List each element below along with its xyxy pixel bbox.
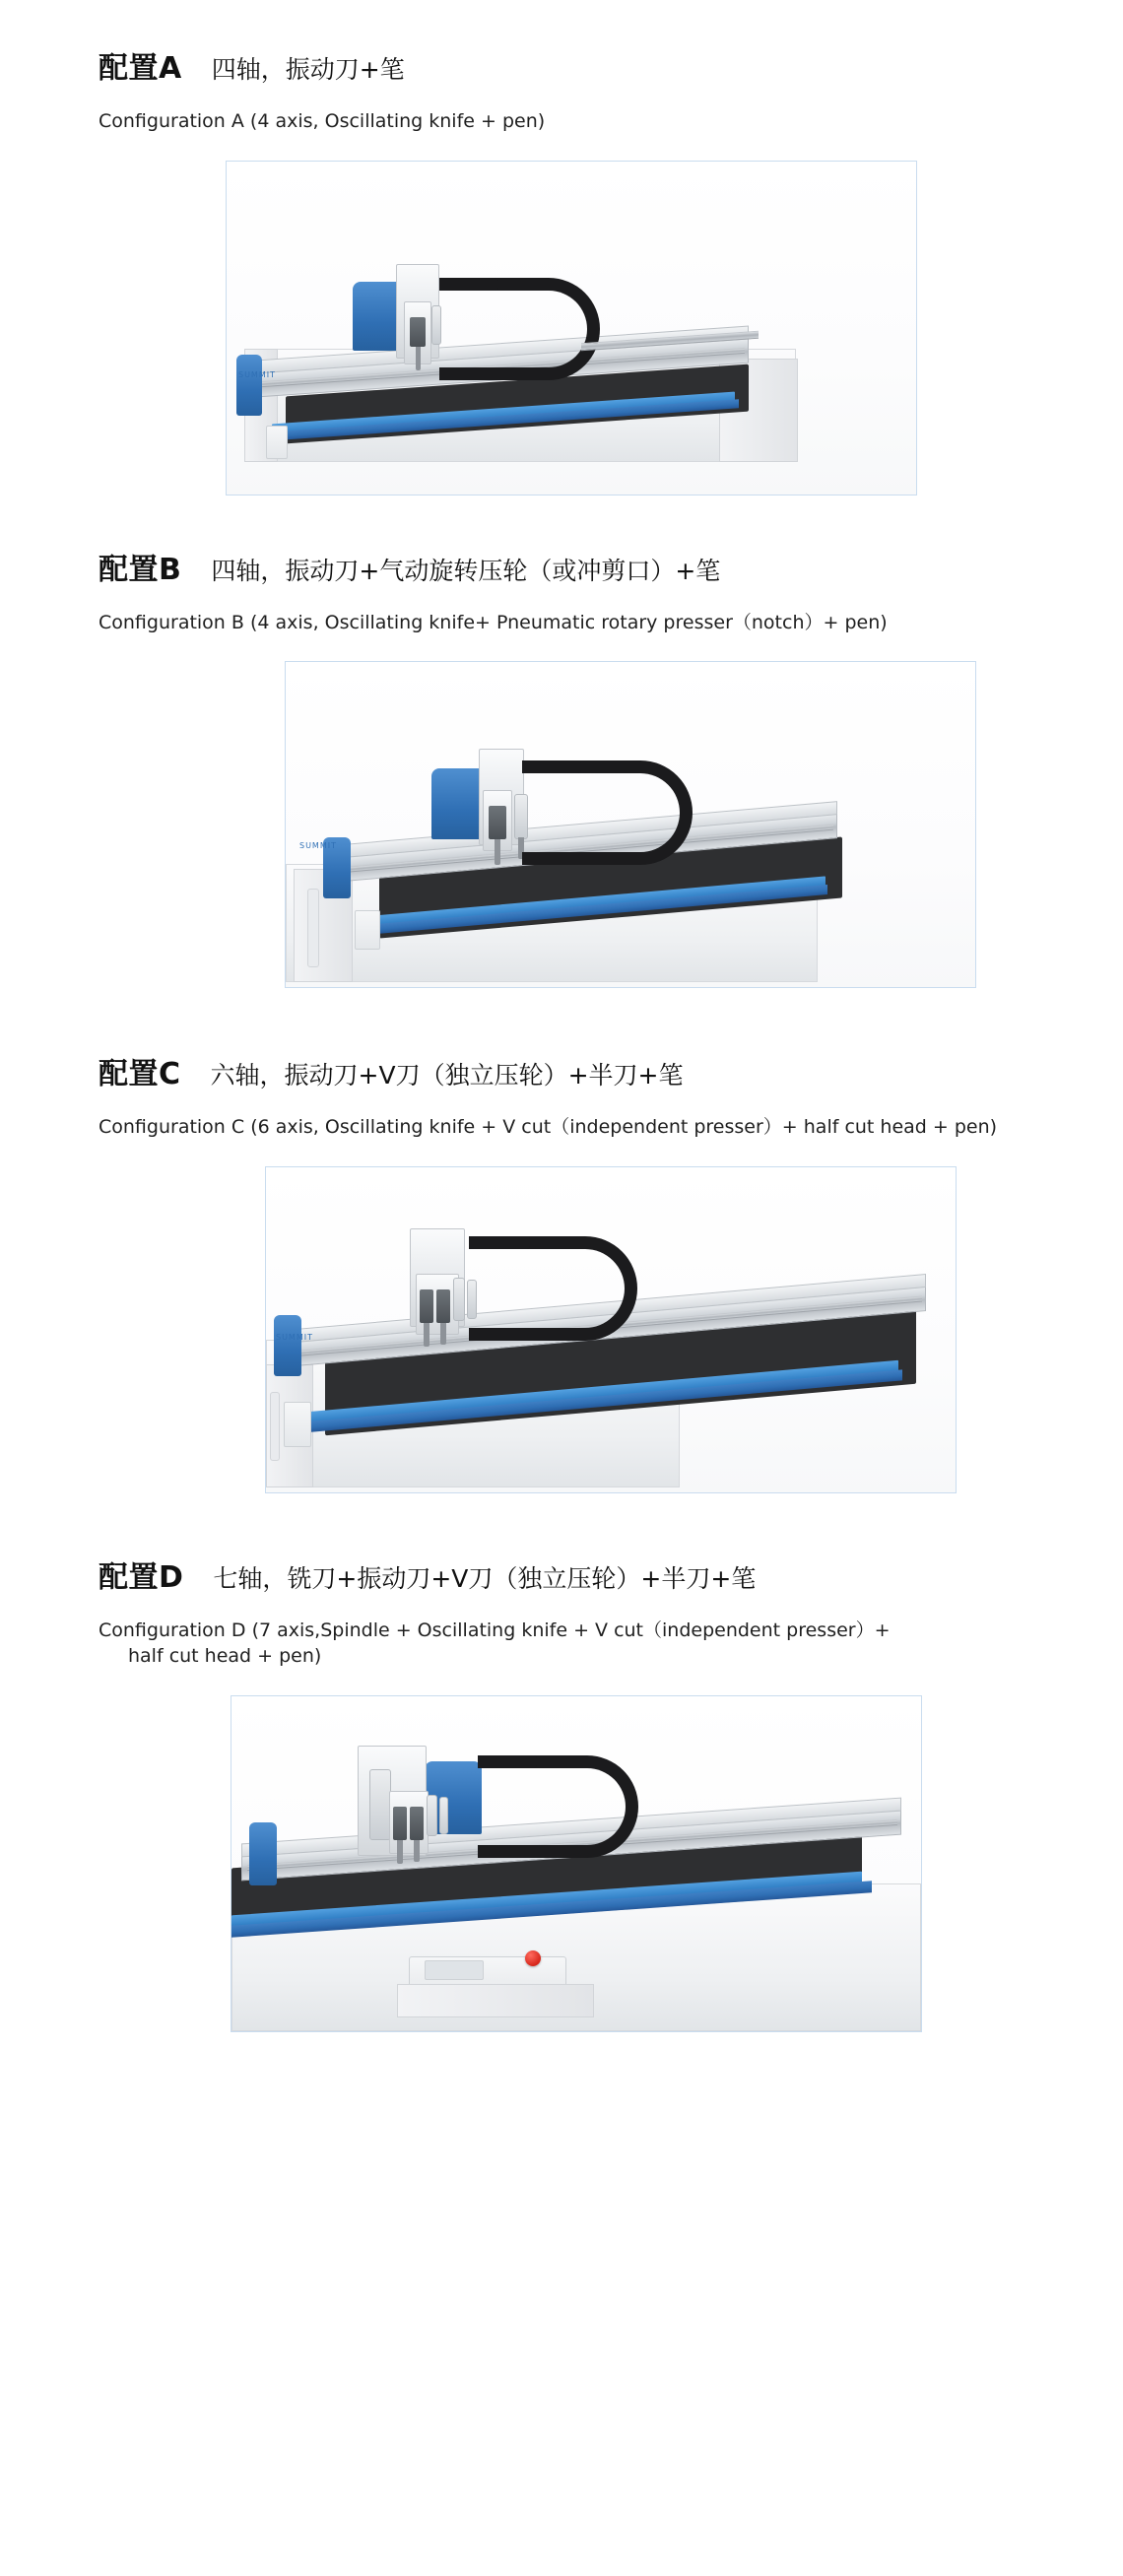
machine-illustration-a	[227, 162, 916, 495]
machine-knife-tip	[416, 347, 421, 370]
config-desc-en-a: Configuration A (4 axis, Oscillating knife + pen)	[99, 110, 546, 132]
brand-plate: SUMMIT	[238, 369, 276, 379]
machine-half-cut-head	[427, 1795, 437, 1836]
machine-half-cut-head	[453, 1278, 465, 1321]
machine-cable-chain	[478, 1755, 638, 1858]
config-desc-cn-d: 七轴，铣刀+振动刀+V刀（独立压轮）+半刀+笔	[213, 1563, 757, 1593]
machine-side-panel	[284, 1402, 311, 1447]
section-config-a	[0, 0, 1123, 495]
machine-knife-tip	[424, 1323, 429, 1347]
config-label-c: 配置C	[99, 1057, 181, 1092]
machine-oscillating-knife-head	[489, 806, 506, 839]
config-desc-cn-b: 四轴，振动刀+气动旋转压轮（或冲剪口）+笔	[211, 556, 721, 585]
machine-cable-chain-tail	[469, 1236, 530, 1249]
machine-side-panel	[355, 910, 380, 950]
machine-photo-a	[226, 161, 917, 495]
machine-photo-b	[285, 661, 976, 988]
machine-console-stand	[397, 1984, 594, 2017]
machine-gantry-end-cap	[249, 1822, 277, 1885]
machine-side-panel	[266, 426, 288, 459]
machine-pen-tool	[439, 1797, 448, 1834]
machine-cable-chain	[439, 278, 600, 380]
machine-gantry-end-cap	[274, 1315, 301, 1376]
machine-cable-chain	[469, 1236, 637, 1341]
machine-oscillating-knife-head	[393, 1807, 407, 1840]
machine-milling-spindle	[369, 1769, 391, 1840]
config-desc-en-c: Configuration C (6 axis, Oscillating knife + V cut（independent presser）+ half cut head + pen)	[99, 1116, 998, 1139]
config-label-b: 配置B	[99, 552, 182, 587]
machine-v-cut-head	[410, 1807, 424, 1840]
photo-wrap-a	[0, 161, 1123, 495]
machine-console-keypad[interactable]	[425, 1960, 484, 1980]
machine-cable-chain-tail	[478, 1755, 537, 1768]
machine-v-cut-tip	[414, 1840, 420, 1862]
section-config-d	[0, 1493, 1123, 2032]
config-desc-cn-c: 六轴，振动刀+V刀（独立压轮）+半刀+笔	[210, 1061, 684, 1090]
machine-photo-c	[265, 1166, 957, 1493]
brand-plate: SUMMIT	[276, 1332, 313, 1342]
emergency-stop-button[interactable]	[525, 1950, 541, 1966]
photo-wrap-b	[0, 661, 1123, 988]
machine-hose	[307, 889, 319, 967]
config-desc-cn-a: 四轴，振动刀+笔	[211, 55, 405, 84]
machine-knife-tip	[397, 1840, 403, 1864]
machine-knife-tip	[495, 839, 500, 865]
config-label-d: 配置D	[99, 1559, 184, 1595]
config-desc-en-d-line2: half cut head + pen)	[128, 1645, 322, 1668]
machine-v-cut-tip	[440, 1323, 446, 1345]
config-desc-en-d-line1: Configuration D (7 axis,Spindle + Oscillating knife + V cut（independent presser）+	[99, 1618, 891, 1641]
machine-gantry-end-cap	[236, 355, 262, 416]
machine-photo-d	[231, 1695, 922, 2032]
section-config-b	[0, 495, 1123, 989]
config-desc-en-b: Configuration B (4 axis, Oscillating knife+ Pneumatic rotary presser（notch）+ pen)	[99, 611, 888, 633]
heading-config-c	[0, 1049, 1123, 1092]
heading-config-a	[0, 43, 1123, 87]
machine-cable-chain	[522, 760, 693, 865]
machine-cable-chain-tail	[439, 278, 498, 291]
heading-config-d	[0, 1552, 1123, 1596]
photo-wrap-d	[0, 1695, 1123, 2032]
machine-v-cut-head	[436, 1289, 450, 1323]
machine-cable-chain-tail	[522, 760, 581, 773]
config-desc-en-d	[0, 1618, 1064, 1670]
config-label-a: 配置A	[99, 51, 182, 86]
machine-hose	[270, 1392, 280, 1461]
machine-oscillating-knife-head	[410, 317, 426, 347]
photo-wrap-c	[0, 1166, 1123, 1493]
machine-illustration-d	[231, 1696, 921, 2031]
heading-config-b	[0, 545, 1123, 588]
section-config-c	[0, 988, 1123, 1493]
brand-plate: SUMMIT	[299, 841, 337, 851]
machine-oscillating-knife-head	[420, 1289, 433, 1323]
machine-illustration-b	[286, 662, 975, 987]
machine-illustration-c	[266, 1167, 956, 1492]
